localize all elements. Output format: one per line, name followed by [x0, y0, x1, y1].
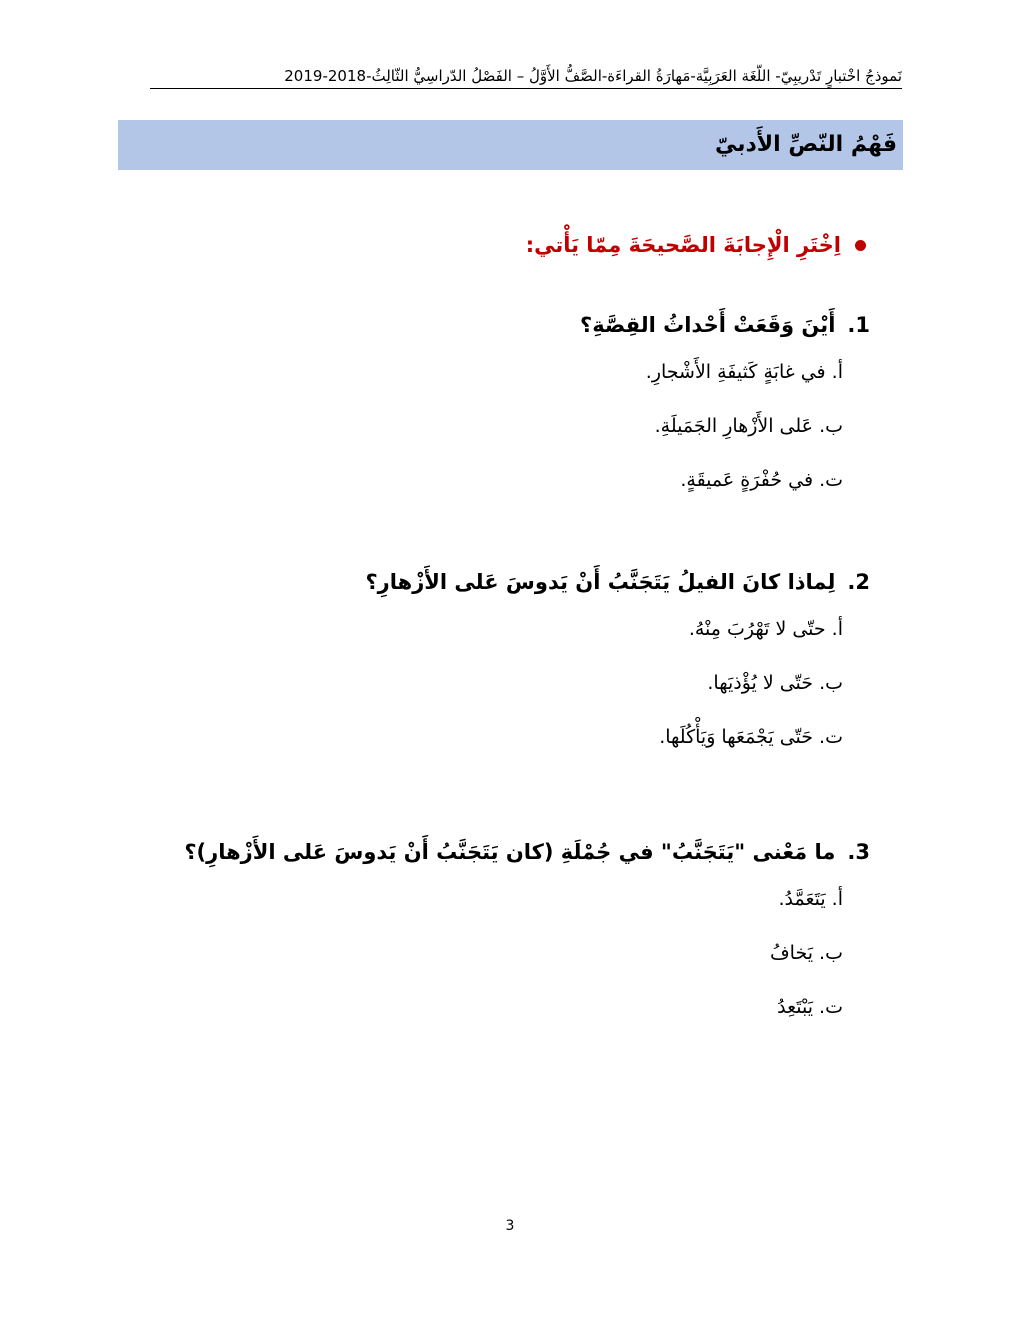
question-line: [110, 562, 870, 602]
options-list: [110, 872, 843, 1034]
question-2: [110, 562, 870, 764]
question-1: [110, 305, 870, 507]
option-a: أ. حتّى لا تَهْرُبَ مِنْهُ.: [688, 618, 843, 640]
section-band: [118, 120, 903, 170]
option-b: ب. يَخافُ: [769, 942, 843, 964]
option-c: ت. حَتّى يَجْمَعَها وَيَأْكُلَها.: [659, 726, 843, 748]
page-number: 3: [505, 1218, 515, 1234]
option-b: ب. عَلى الأَزْهارِ الجَمَيلَةِ.: [654, 415, 843, 437]
instruction-text: اِخْتَرِ الْإِجابَةَ الصَّحيحَةَ مِمّا يَأْتي:: [525, 233, 841, 257]
option-a: أ. في غابَةٍ كَثيفَةِ الأَشْجارِ.: [645, 361, 843, 383]
options-list: [110, 345, 843, 507]
section-title: فَهْمُ النّصِّ الأَدبيّ: [714, 132, 897, 157]
question-line: [110, 305, 870, 345]
option-a: أ. يَتَعَمَّدُ.: [778, 888, 843, 910]
option-b: ب. حَتّى لا يُؤْذيَها.: [707, 672, 843, 694]
question-text: أَيْنَ وَقَعَتْ أَحْداثُ القِصَّةِ؟: [580, 313, 836, 337]
options-list: [110, 602, 843, 764]
option-c: ت. يَبْتَعِدُ: [777, 996, 843, 1018]
question-text: ما مَعْنى "يَتَجَنَّبُ" في جُمْلَةِ (كان يَتَجَنَّبُ أَنْ يَدوسَ عَلى الأَزْهارِ)؟: [184, 840, 836, 864]
question-3: [110, 832, 870, 1034]
instruction: [526, 225, 866, 265]
option-c: ت. في حُفْرَةٍ عَميقَةٍ.: [680, 469, 843, 491]
page-header: نَموذجُ اخْتبارٍ تَدْريبِيّ- اللُّغَة العَرَبِيَّة-مَهارَةُ القراءَة-الصَّفُّ الأَوَّلُ – الفَصْلُ الدّراسِيُّ الثّالِثُ-2018-2019: [150, 64, 902, 89]
question-text: لِماذا كانَ الفيلُ يَتَجَنَّبُ أَنْ يَدوسَ عَلى الأَزْهارِ؟: [365, 570, 836, 594]
bullet-icon: [855, 240, 866, 251]
question-number: 1.: [847, 313, 870, 337]
question-number: 2.: [847, 570, 870, 594]
question-number: 3.: [847, 840, 870, 864]
question-line: [110, 832, 870, 872]
